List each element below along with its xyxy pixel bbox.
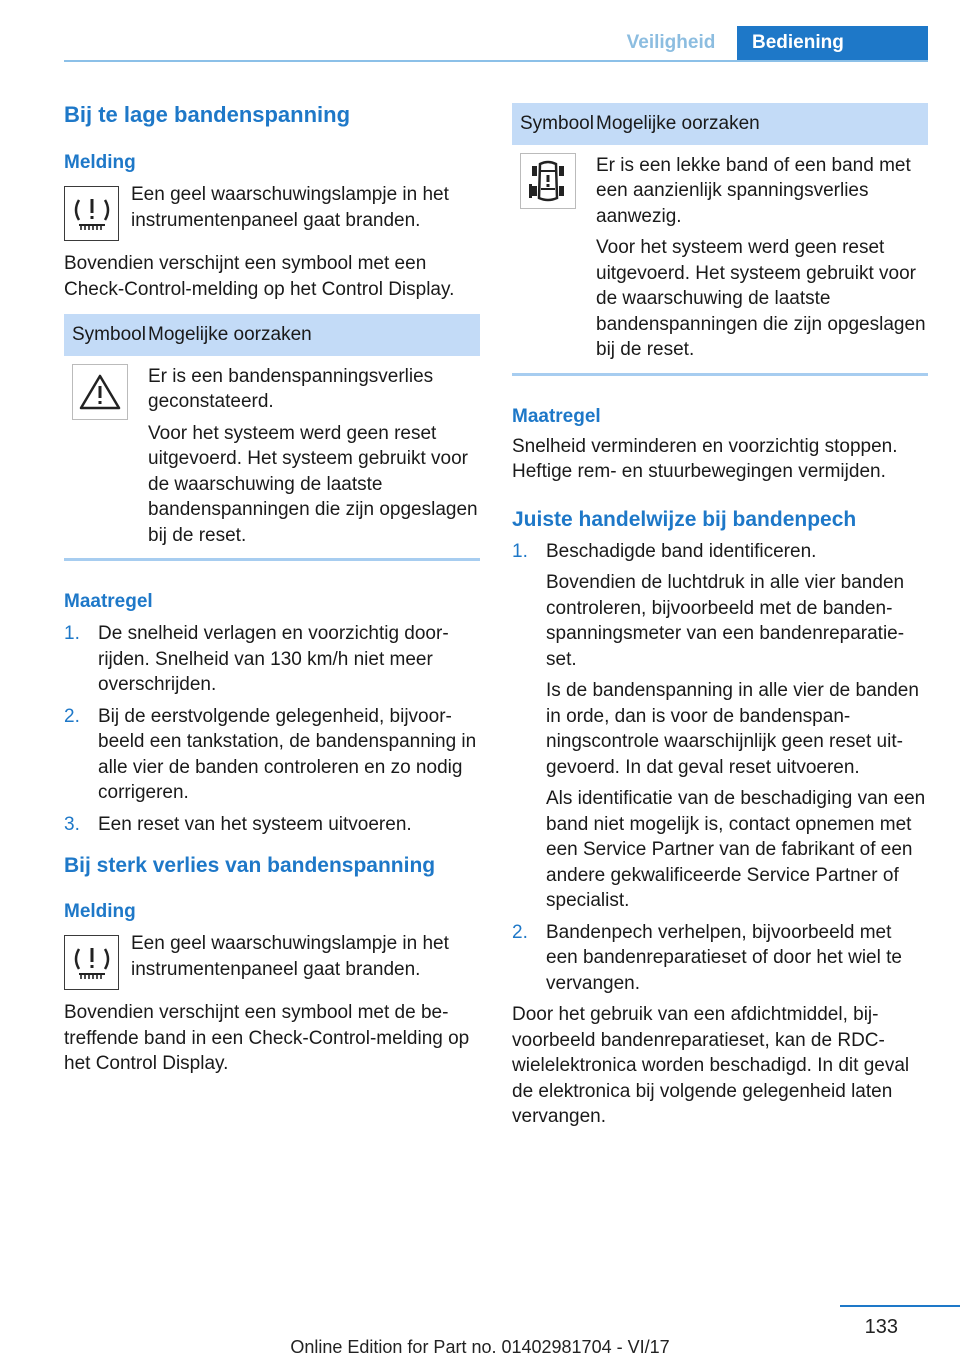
car-flat-tire-icon [520,153,576,209]
maatregel-label: Maatregel [512,405,601,427]
tab-veiligheid[interactable]: Veiligheid [626,32,716,53]
table-header [512,103,928,145]
step-content [546,539,928,914]
heading-strong-loss: Bij sterk verlies van bandenspanning [64,854,436,877]
left-column [64,100,480,1077]
table-header [64,314,480,356]
cause-2: Voor het systeem werd geen reset uitgevoerd. Het systeem gebruikt voor de waarschuwing de laatste bandenspanningen die zijn opgeslagen bij de reset. [148,422,478,546]
step-text: Beschadigde band identificeren. [546,540,817,562]
table-col-symbol: Symbool [520,113,594,134]
step-text: Bandenpech verhelpen, bijvoorbeeld met een bandenreparatieset of door het wiel te vervangen. [546,921,902,994]
edition-note: Online Edition for Part no. 01402981704 - VI/17 [290,1337,670,1357]
step-number: 2. [64,705,80,727]
step-number: 2. [512,921,528,943]
warning-triangle-icon [72,364,128,420]
page-number: 133 [864,1316,898,1338]
cause-1: Er is een bandenspanningsverlies geconstateerd. [148,365,434,412]
table-bottom-rule [512,373,928,376]
list-item [64,621,480,698]
heading-low-pressure: Bij te lage bandenspanning [64,102,351,127]
maatregel-label: Maatregel [64,591,153,612]
cause-1: Er is een lekke band of een band met een aanzienlijk spanningsverlies aanwezig. [596,154,911,227]
table-col-causes: Mogelijke oorzaken [148,324,312,345]
steps-list [512,539,928,997]
step-text: Een reset van het systeem uitvoeren. [98,813,412,835]
table-causes-cell [148,364,480,549]
tab-bediening[interactable]: Bediening [737,26,928,60]
table-causes-cell [596,153,928,363]
melding-label: Melding [64,152,136,173]
paragraph-2: Bovendien verschijnt een symbool met de betreffende band in een Check-Control-melding op het Control Display. [64,1002,470,1074]
tire-pressure-warning-icon [64,186,119,241]
cause-2: Voor het systeem werd geen reset uitgevoerd. Het systeem gebruikt voor de waarschuwing de laatste bandenspanningen die zijn opgeslagen bij de reset. [596,237,926,360]
step-paragraph: Als identificatie van de beschadiging van een band niet mogelijk is, contact opnemen met een Service Partner van de fabrikant of een andere gekwalificeerde Service Partner of specialist. [546,788,926,911]
maatregel-text: Snelheid verminderen en voorzichtig stoppen. Heftige rem- en stuurbewegingen vermijden. [512,435,898,482]
melding-label-2: Melding [64,901,136,922]
list-item [512,539,928,914]
step-number: 1. [64,623,80,644]
closing-paragraph: Door het gebruik van een afdichtmiddel, bijvoorbeeld bandenreparatieset, kan de RDC-wielelektronica worden beschadigd. In dit geval de elektronica bij volgende gelegenheid laten vervangen. [512,1004,910,1127]
step-paragraph: Is de bandenspanning in alle vier de banden in orde, dan is voor de bandenspanningscontrole waarschijnlijk geen reset uitgevoerd. In dat geval reset uitvoeren. [546,680,919,778]
table-symbol-cell [64,364,148,549]
step-number: 1. [512,540,528,562]
steps-list [64,621,480,837]
notice-1-text: Een geel waarschuwingslampje in het instrumentenpaneel gaat branden. [131,184,449,231]
right-column [512,103,928,1130]
list-item [64,812,480,838]
table-row [512,145,928,363]
symbol-table-right [512,103,928,376]
step-number: 3. [64,813,80,835]
table-symbol-cell [512,153,596,363]
footer-rule [840,1305,960,1307]
table-col-symbol: Symbool [72,324,146,345]
list-item [64,704,480,806]
notice-2-text: Een geel waarschuwingslampje in het instrumentenpaneel gaat branden. [131,933,449,980]
notice-1 [64,186,480,241]
tire-pressure-warning-icon [64,935,119,990]
notice-2 [64,935,480,990]
step-paragraph: Bovendien de luchtdruk in alle vier banden controleren, bijvoorbeeld met de bandenspanningsmeter van een bandenreparatieset. [546,572,905,670]
step-text: De snelheid verlagen en voorzichtig doorrijden. Snelheid van 130 km/h niet meer overschrijden. [98,623,449,695]
paragraph-1: Bovendien verschijnt een symbool met een Check-Control-melding op het Control Display. [64,253,455,300]
table-col-causes: Mogelijke oorzaken [596,113,760,134]
step-text: Bij de eerstvolgende gelegenheid, bijvoorbeeld een tankstation, de bandenspanning in alle vier de banden controleren en zo nodig corrigeren. [98,705,477,803]
heading-tire-damage: Juiste handelwijze bij bandenpech [512,507,857,531]
table-row [64,356,480,549]
symbol-table-left [64,314,480,561]
list-item [512,920,928,997]
table-bottom-rule [64,558,480,561]
header-rule [64,60,928,62]
